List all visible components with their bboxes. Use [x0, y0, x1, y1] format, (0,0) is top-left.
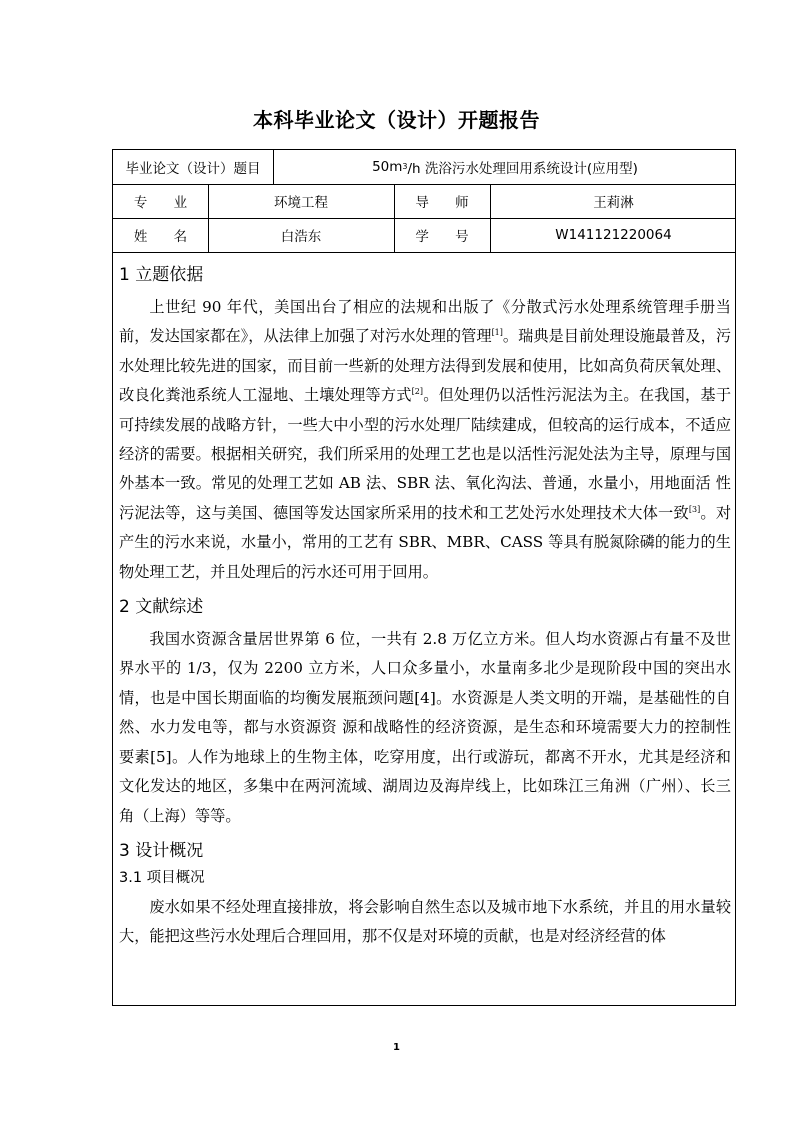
citation-ref: [2] — [411, 387, 423, 397]
citation-ref: [1] — [491, 328, 503, 338]
name-label: 姓 名 — [133, 229, 188, 245]
document-title: 本科毕业论文（设计）开题报告 — [253, 108, 540, 132]
major-value: 环境工程 — [274, 195, 328, 211]
paragraph-text: 。瑞典是目前处理设施最普及，污水处理比较先进的国家，而目前一些新的处理方法得到发展和使用，比如高负荷厌氧处理、改良化粪池系统人工湿地、土壤处理等方式 — [119, 327, 732, 405]
advisor-label: 导 师 — [415, 195, 469, 211]
paragraph: 废水如果不经处理直接排放，将会影响自然生态以及城市地下水系统，并且的用水量较大，能把这些污水处理后合理回用，那不仅是对环境的贡献，也是对经济经营的体 — [119, 897, 731, 946]
topic-value: 50m 3 /h 洗浴污水处理回用系统设计(应用型) — [372, 159, 638, 177]
name-value: 白浩东 — [280, 229, 322, 245]
topic-label: 毕业论文（设计）题目 — [125, 161, 261, 177]
section-heading: 1 立题依据 — [119, 265, 204, 285]
student-id-label: 学 号 — [415, 229, 469, 245]
section-heading: 3 设计概况 — [119, 840, 204, 861]
report-form — [112, 149, 736, 1006]
paragraph-text: 。对产生的污水来说，水量小，常用的工艺有 SBR、MBR、CASS 等具有脱氮除磷的能力的生物处理工艺，并且处理后的污水还可用于回用。 — [119, 503, 732, 581]
table-rule — [113, 252, 735, 253]
paragraph — [119, 293, 731, 587]
topic-value-pre: 50m — [372, 159, 403, 175]
paragraph-text: 上世纪 90 年代，美国出台了相应的法规和出版了《分散式污水处理系统管理手册当前，发达国家都在》，从法律上加强了对污水处理的管理 — [119, 298, 731, 346]
paragraph-text: 。但处理仍以活性污泥法为主。在我国，基于可持续发展的战略方针，一些大中小型的污水处理厂陆续建成，但较高的运行成本，不适应经济的需要。根据相关研究，我们所采用的处理工艺也是以活性污泥处法为主导，原理与国外基本一致。常见的处理工艺如 AB 法、SBR 法、氧化沟法、普通，水量小，用地面活 性污泥法等，这与美国、德国等发达国家所采用的技术和工艺处污水处理技术大体一致 — [119, 386, 732, 522]
topic-value-post: /h 洗浴污水处理回用系统设计(应用型) — [407, 161, 638, 177]
section-heading: 2 文献综述 — [119, 597, 204, 618]
page-number: 1 — [393, 1042, 400, 1053]
major-label: 专 业 — [133, 195, 188, 211]
advisor-value: 王莉淋 — [593, 195, 634, 211]
paragraph: 我国水资源含量居世界第 6 位，一共有 2.8 万亿立方米。但人均水资源占有量不及世界水平的 1/3，仅为 2200 立方米，人口众多量小，水量南多北少是现阶段中国的突出水情，也是中国长期面临的均衡发展瓶颈问题[4]。水资源是人类文明的开端，是基础性的自然、水力发电等，都与水资源资 源和战略性的经济资源，是生态和环境需要大力的控制性要素[5]。人作为地球上的生物主体，吃穿用度，出行或游玩，都离不开水，尤其是经济和文化发达的地区，多集中在两河流域、湖周边及海岸线上，比如珠江三角洲（广州）、长三角（上海）等等。 — [119, 630, 731, 825]
subsection-heading: 3.1 项目概况 — [119, 869, 205, 886]
citation-ref: [3] — [688, 504, 701, 514]
report-body — [113, 255, 737, 952]
student-id-value: W141121220064 — [555, 227, 672, 243]
